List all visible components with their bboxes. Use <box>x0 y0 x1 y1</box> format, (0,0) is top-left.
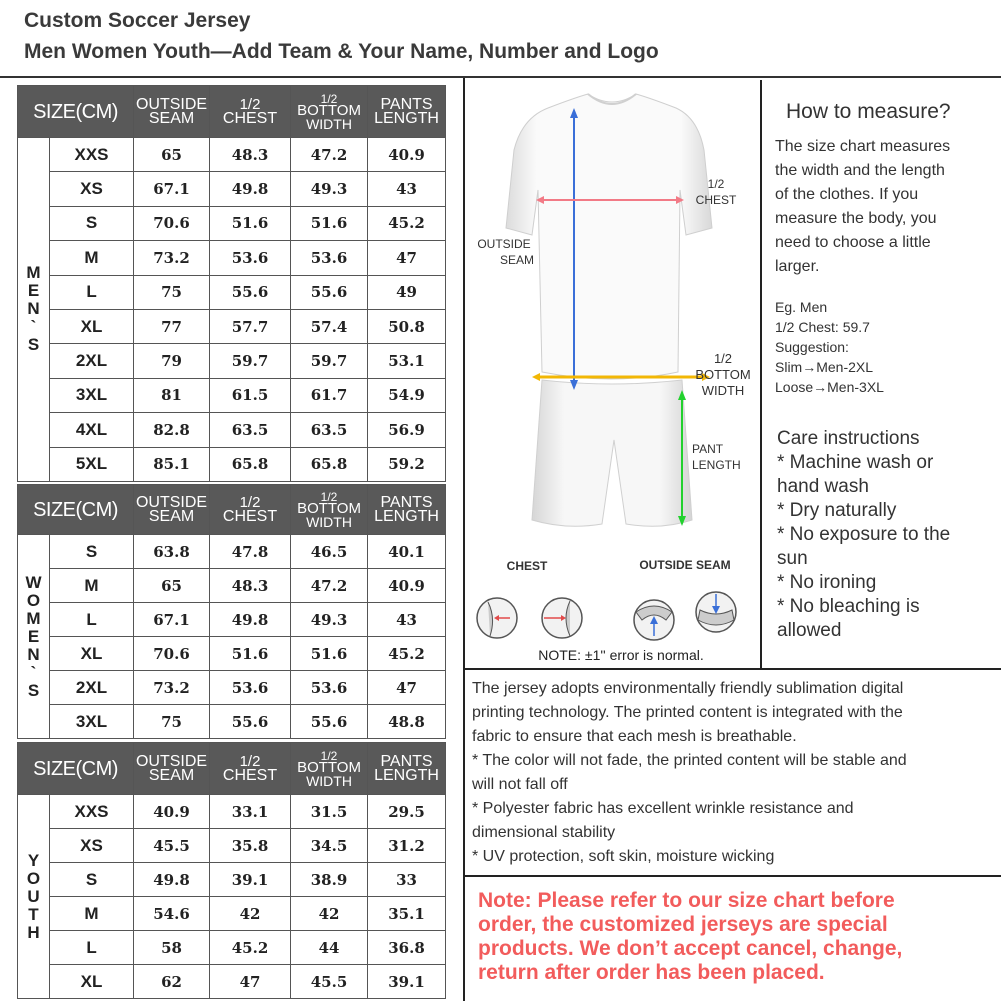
size-cell: M <box>50 569 134 603</box>
table-row <box>18 413 446 447</box>
pant-length-label: PANT LENGTH <box>692 442 741 472</box>
value-cell: 63.5 <box>291 413 368 447</box>
size-cell: L <box>50 931 134 965</box>
value-cell: 82.8 <box>134 413 210 447</box>
value-cell: 39.1 <box>368 965 446 999</box>
table-row <box>18 535 446 569</box>
page-header <box>0 0 1001 78</box>
pants-length-header: PANTS LENGTH <box>368 743 446 795</box>
outside-seam-label: OUTSIDE SEAM <box>477 237 534 267</box>
value-cell: 48.3 <box>210 138 291 172</box>
value-cell: 35.8 <box>210 829 291 863</box>
measure-example: Eg. Men 1/2 Chest: 59.7 Suggestion: Slim→Men-2XL Loose→Men-3XL <box>775 299 884 395</box>
value-cell: 67.1 <box>134 603 210 637</box>
value-cell: 57.4 <box>291 309 368 343</box>
chest-measure-icon-1 <box>477 598 517 638</box>
page-subtitle: Men Women Youth—Add Team & Your Name, Number and Logo <box>24 40 659 63</box>
value-cell: 54.9 <box>368 378 446 412</box>
value-cell: 31.2 <box>368 829 446 863</box>
value-cell: 53.1 <box>368 344 446 378</box>
chest-measure-icon-2 <box>542 598 582 638</box>
value-cell: 47.8 <box>210 535 291 569</box>
size-cell: M <box>50 241 134 275</box>
note-divider <box>465 875 1001 877</box>
value-cell: 65 <box>134 138 210 172</box>
size-cell: XXS <box>50 795 134 829</box>
size-cell: S <box>50 206 134 240</box>
value-cell: 44 <box>291 931 368 965</box>
outside-seam-header: OUTSIDE SEAM <box>134 485 210 535</box>
value-cell: 55.6 <box>210 275 291 309</box>
value-cell: 85.1 <box>134 447 210 481</box>
value-cell: 77 <box>134 309 210 343</box>
value-cell: 51.6 <box>210 637 291 671</box>
table-row <box>18 206 446 240</box>
value-cell: 79 <box>134 344 210 378</box>
value-cell: 45.2 <box>368 206 446 240</box>
value-cell: 73.2 <box>134 241 210 275</box>
value-cell: 61.5 <box>210 378 291 412</box>
value-cell: 45.5 <box>134 829 210 863</box>
header-divider <box>0 76 1001 78</box>
size-cell: XL <box>50 309 134 343</box>
outside-seam-header: OUTSIDE SEAM <box>134 86 210 138</box>
table-row <box>18 965 446 999</box>
fabric-info: The jersey adopts environmentally friendly sublimation digital printing technology. The printed content is integrated with the fabric to ensure that each mesh is breathable. * The color will not fade, the printed content will be stable and will not fall off * Polyester fabric has excellent wrinkle resistance and dimensional stability * UV protection, soft skin, moisture wicking <box>472 680 907 865</box>
pants-length-header: PANTS LENGTH <box>368 86 446 138</box>
size-cell: 3XL <box>50 378 134 412</box>
table-row <box>18 447 446 481</box>
outside-seam-header: OUTSIDE SEAM <box>134 743 210 795</box>
value-cell: 40.9 <box>368 138 446 172</box>
mens-size-table <box>17 85 446 482</box>
value-cell: 49.8 <box>134 863 210 897</box>
size-cell: S <box>50 863 134 897</box>
value-cell: 73.2 <box>134 671 210 705</box>
value-cell: 70.6 <box>134 206 210 240</box>
how-to-measure-text: The size chart measures the width and the length of the clothes. If you measure the body, you need to choose a little larger. <box>775 138 951 275</box>
table-row <box>18 309 446 343</box>
order-note: Note: Please refer to our size chart before order, the customized jerseys are special products. We don’t accept cancel, change, return after order has been placed. <box>478 889 903 984</box>
value-cell: 53.6 <box>210 241 291 275</box>
value-cell: 48.3 <box>210 569 291 603</box>
value-cell: 81 <box>134 378 210 412</box>
value-cell: 65 <box>134 569 210 603</box>
value-cell: 49.3 <box>291 172 368 206</box>
seam-caption: OUTSIDE SEAM <box>639 558 731 572</box>
table-row <box>18 705 446 739</box>
table-row <box>18 138 446 172</box>
value-cell: 36.8 <box>368 931 446 965</box>
value-cell: 65.8 <box>210 447 291 481</box>
size-cell: L <box>50 603 134 637</box>
value-cell: 43 <box>368 172 446 206</box>
table-row <box>18 829 446 863</box>
value-cell: 49.8 <box>210 172 291 206</box>
value-cell: 49.8 <box>210 603 291 637</box>
value-cell: 56.9 <box>368 413 446 447</box>
value-cell: 33.1 <box>210 795 291 829</box>
value-cell: 63.5 <box>210 413 291 447</box>
value-cell: 70.6 <box>134 637 210 671</box>
value-cell: 47 <box>368 241 446 275</box>
care-title: Care instructions <box>777 428 920 449</box>
value-cell: 65.8 <box>291 447 368 481</box>
value-cell: 47.2 <box>291 569 368 603</box>
how-to-measure-panel <box>760 80 1001 668</box>
size-cell: 4XL <box>50 413 134 447</box>
table-row <box>18 795 446 829</box>
value-cell: 53.6 <box>291 671 368 705</box>
shirt-shape <box>506 94 712 379</box>
bottom-width-label: 1/2 BOTTOM WIDTH <box>695 351 751 398</box>
value-cell: 49 <box>368 275 446 309</box>
value-cell: 75 <box>134 705 210 739</box>
group-label: W O M E N ` S <box>18 535 50 739</box>
chest-header: 1/2 CHEST <box>210 743 291 795</box>
table-row <box>18 603 446 637</box>
value-cell: 61.7 <box>291 378 368 412</box>
value-cell: 58 <box>134 931 210 965</box>
value-cell: 40.9 <box>368 569 446 603</box>
bottom-width-header: 1/2 BOTTOM WIDTH <box>291 485 368 535</box>
value-cell: 38.9 <box>291 863 368 897</box>
table-row <box>18 671 446 705</box>
value-cell: 51.6 <box>210 206 291 240</box>
value-cell: 42 <box>291 897 368 931</box>
chest-header: 1/2 CHEST <box>210 86 291 138</box>
chest-caption: CHEST <box>506 559 548 573</box>
size-header: SIZE(CM) <box>18 86 134 138</box>
youth-size-table <box>17 742 446 999</box>
value-cell: 40.1 <box>368 535 446 569</box>
chest-header: 1/2 CHEST <box>210 485 291 535</box>
size-cell: XL <box>50 965 134 999</box>
value-cell: 62 <box>134 965 210 999</box>
value-cell: 75 <box>134 275 210 309</box>
how-to-measure-title: How to measure? <box>786 100 951 123</box>
size-cell: 2XL <box>50 671 134 705</box>
value-cell: 57.7 <box>210 309 291 343</box>
value-cell: 67.1 <box>134 172 210 206</box>
value-cell: 53.6 <box>291 241 368 275</box>
size-cell: 5XL <box>50 447 134 481</box>
value-cell: 45.2 <box>368 637 446 671</box>
table-row <box>18 637 446 671</box>
value-cell: 33 <box>368 863 446 897</box>
value-cell: 39.1 <box>210 863 291 897</box>
table-row <box>18 863 446 897</box>
value-cell: 63.8 <box>134 535 210 569</box>
chest-label: 1/2 CHEST <box>695 177 737 207</box>
size-header: SIZE(CM) <box>18 743 134 795</box>
value-cell: 55.6 <box>291 275 368 309</box>
value-cell: 48.8 <box>368 705 446 739</box>
size-cell: 3XL <box>50 705 134 739</box>
seam-measure-icon-2 <box>696 592 736 632</box>
value-cell: 59.2 <box>368 447 446 481</box>
error-note: NOTE: ±1'' error is normal. <box>538 647 704 663</box>
size-cell: XS <box>50 172 134 206</box>
value-cell: 59.7 <box>210 344 291 378</box>
size-cell: 2XL <box>50 344 134 378</box>
value-cell: 45.5 <box>291 965 368 999</box>
value-cell: 55.6 <box>291 705 368 739</box>
value-cell: 59.7 <box>291 344 368 378</box>
value-cell: 34.5 <box>291 829 368 863</box>
value-cell: 50.8 <box>368 309 446 343</box>
value-cell: 31.5 <box>291 795 368 829</box>
size-cell: XS <box>50 829 134 863</box>
value-cell: 51.6 <box>291 206 368 240</box>
page-title: Custom Soccer Jersey <box>24 9 251 32</box>
group-label: Y O U T H <box>18 795 50 999</box>
size-cell: XXS <box>50 138 134 172</box>
value-cell: 47 <box>210 965 291 999</box>
column-divider <box>463 78 465 1001</box>
table-row <box>18 241 446 275</box>
value-cell: 47 <box>368 671 446 705</box>
size-cell: XL <box>50 637 134 671</box>
value-cell: 43 <box>368 603 446 637</box>
value-cell: 55.6 <box>210 705 291 739</box>
value-cell: 46.5 <box>291 535 368 569</box>
size-cell: L <box>50 275 134 309</box>
care-instructions: Care instructions * Machine wash or hand wash * Dry naturally * No exposure to the sun * No ironing * No bleaching is allowed <box>777 427 1001 643</box>
measurement-diagram <box>466 80 760 668</box>
bottom-width-header: 1/2 BOTTOM WIDTH <box>291 743 368 795</box>
womens-size-table <box>17 484 446 739</box>
size-header: SIZE(CM) <box>18 485 134 535</box>
table-row <box>18 275 446 309</box>
table-row <box>18 897 446 931</box>
value-cell: 45.2 <box>210 931 291 965</box>
group-label: M E N ` S <box>18 138 50 482</box>
value-cell: 53.6 <box>210 671 291 705</box>
table-row <box>18 931 446 965</box>
value-cell: 54.6 <box>134 897 210 931</box>
value-cell: 29.5 <box>368 795 446 829</box>
pants-length-header: PANTS LENGTH <box>368 485 446 535</box>
value-cell: 49.3 <box>291 603 368 637</box>
table-row <box>18 172 446 206</box>
value-cell: 47.2 <box>291 138 368 172</box>
value-cell: 51.6 <box>291 637 368 671</box>
value-cell: 40.9 <box>134 795 210 829</box>
size-cell: S <box>50 535 134 569</box>
seam-measure-icon-1 <box>634 600 674 640</box>
bottom-width-header: 1/2 BOTTOM WIDTH <box>291 86 368 138</box>
table-row <box>18 344 446 378</box>
value-cell: 35.1 <box>368 897 446 931</box>
value-cell: 42 <box>210 897 291 931</box>
table-row <box>18 378 446 412</box>
info-divider <box>465 668 1001 670</box>
shorts-shape <box>532 380 692 526</box>
table-row <box>18 569 446 603</box>
size-cell: M <box>50 897 134 931</box>
